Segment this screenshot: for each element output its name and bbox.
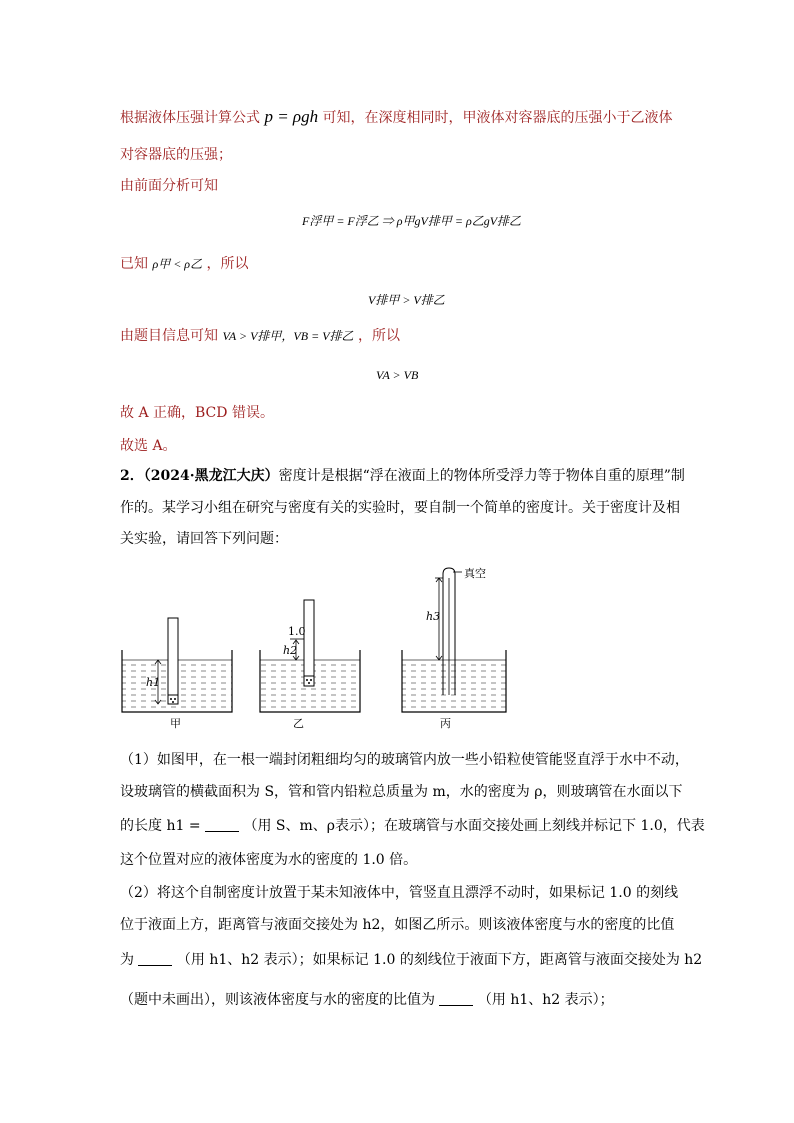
text: 已知 xyxy=(120,256,148,272)
mark-1.0: 1.0 xyxy=(288,625,306,638)
part1-line-1: （1）如图甲，在一根一端封闭粗细均匀的玻璃管内放一些小铅粒使管能竖直浮于水中不动， xyxy=(120,752,689,768)
solution-line-5 xyxy=(120,326,400,346)
h1-label: h1 xyxy=(146,676,161,689)
part1-line-3 xyxy=(120,816,705,836)
densitometer-figure xyxy=(110,560,510,735)
solution-line-4 xyxy=(120,254,249,274)
answer-blank-1[interactable] xyxy=(205,817,239,832)
question-line-2: 作的。某学习小组在研究与密度有关的实验时，要自制一个简单的密度计。关于密度计及相 xyxy=(120,500,680,516)
question-number: 2． xyxy=(120,468,144,484)
text: 可知，在深度相同时，甲液体对容器底的压强小于乙液体 xyxy=(322,110,673,126)
pressure-formula: p = ρgh xyxy=(264,107,319,126)
answer-blank-2[interactable] xyxy=(138,951,172,966)
solution-line-7: 故选 A。 xyxy=(120,438,177,454)
part2-line-1: （2）将这个自制密度计放置于某未知液体中，管竖直且漂浮不动时，如果标记 1.0 的刻线 xyxy=(120,885,679,901)
text: ，所以 xyxy=(206,256,249,272)
question-line-1 xyxy=(120,466,685,486)
label-bing: 丙 xyxy=(440,717,451,730)
answer-blank-3[interactable] xyxy=(439,991,473,1006)
container-bing xyxy=(402,566,506,730)
label-jia: 甲 xyxy=(170,717,181,730)
part1-line-4: 这个位置对应的液体密度为水的密度的 1.0 倍。 xyxy=(120,852,418,868)
question-line-3: 关实验，请回答下列问题： xyxy=(120,531,288,547)
question-source: （2024·黑龙江大庆） xyxy=(143,468,279,484)
text: 由题目信息可知 xyxy=(120,328,218,344)
text: （题中未画出），则该液体密度与水的密度的比值为 xyxy=(120,992,435,1008)
text: 的长度 h1 = xyxy=(120,818,201,834)
text: ，所以 xyxy=(357,328,400,344)
part2-line-3 xyxy=(120,950,702,970)
text: （用 S、m、ρ表示）；在玻璃管与水面交接处画上刻线并标记下 1.0，代表 xyxy=(243,818,705,834)
part2-line-4 xyxy=(120,990,614,1010)
text: 密度计是根据“浮在液面上的物体所受浮力等于物体自重的原理”制 xyxy=(278,468,685,484)
solution-line-2: 对容器底的压强； xyxy=(120,147,232,163)
text: （用 h1、h2 表示）；如果标记 1.0 的刻线位于液面下方，距离管与液面交接处为 h2 xyxy=(176,952,703,968)
equation-volume-compare: V排甲 > V排乙 xyxy=(368,293,445,307)
vacuum-label: 真空 xyxy=(464,567,486,580)
solution-line-3: 由前面分析可知 xyxy=(120,178,218,194)
solution-line-1 xyxy=(120,107,673,128)
h2-label: h2 xyxy=(283,644,298,657)
volume-info: VA > V排甲，VB = V排乙 xyxy=(222,329,354,343)
text: （用 h1、h2 表示）； xyxy=(477,992,614,1008)
part1-line-2: 设玻璃管的横截面积为 S，管和管内铅粒总质量为 m，水的密度为 ρ，则玻璃管在水面以下 xyxy=(120,784,683,800)
container-jia xyxy=(122,618,232,730)
container-yi xyxy=(260,600,360,730)
h3-label: h3 xyxy=(426,610,441,623)
label-yi: 乙 xyxy=(293,717,304,730)
solution-line-6: 故 A 正确，BCD 错误。 xyxy=(120,405,274,421)
equation-buoyancy: F浮甲 = F浮乙 ⇒ ρ甲gV排甲 = ρ乙gV排乙 xyxy=(302,214,522,228)
text: 根据液体压强计算公式 xyxy=(120,110,260,126)
text: 为 xyxy=(120,952,134,968)
density-compare: ρ甲 < ρ乙 xyxy=(152,257,203,271)
part2-line-2: 位于液面上方，距离管与液面交接处为 h2，如图乙所示。则该液体密度与水的密度的比值 xyxy=(120,917,675,933)
equation-va-vb: VA > VB xyxy=(376,368,419,382)
